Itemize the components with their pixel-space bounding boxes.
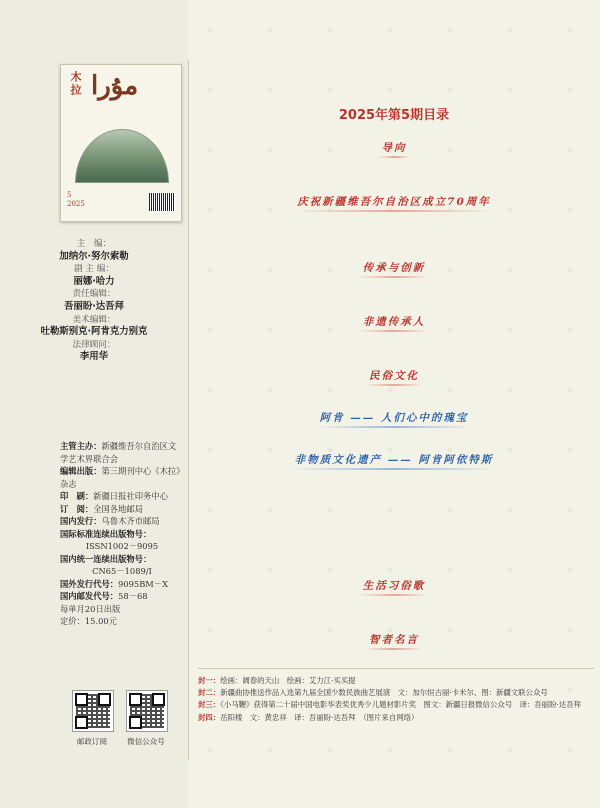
cover-credit-text: 岳阳楼 文：黄忠祥 译：吾丽盼·达吾拜 （图片来自网络） (220, 712, 419, 722)
cn-label: 国内统一连续出版物号： (60, 553, 152, 564)
cn-value: CN65－1089/I (92, 566, 152, 576)
toc-section-header (188, 574, 600, 593)
editorial-credits (0, 238, 188, 364)
toc-section-title: 智者名言 (369, 634, 419, 646)
issn-value: ISSN1002－9095 (85, 541, 159, 551)
credit-role: 责任编辑： (72, 289, 116, 300)
wechat-qr-label: 微信公众号 (127, 737, 165, 746)
cover-credit-text: 《小马鞭》获得第二十届中国电影华表奖优秀少儿题材影片奖 图文：新疆日报微信公众号 译：吾丽盼·达吾拜 (220, 700, 581, 710)
cover-credits (198, 668, 594, 724)
cover-credit-label: 封四： (198, 712, 221, 722)
cover-issue (67, 191, 85, 209)
toc-section-header (188, 136, 600, 155)
credit-name: 吐勒斯别克·阿肯克力别克 (40, 326, 148, 338)
credit-name: 吾丽盼·达吾拜 (64, 300, 124, 312)
domestic-issue-value: 乌鲁木齐市邮局 (101, 516, 160, 526)
postal-qr-label: 邮政订阅 (77, 737, 107, 746)
print-label: 印 刷： (60, 491, 94, 501)
domestic-code-value: 58－68 (118, 591, 148, 601)
order-label: 订 阅： (60, 503, 94, 514)
publish-date: 每单月20日出版 (60, 603, 121, 614)
toc-section-header (188, 448, 600, 467)
editor-label: 编辑出版： (60, 466, 102, 476)
sponsor-value: 新疆维吾尔自治区文学艺术界联合会 (60, 441, 177, 464)
toc-section-header (188, 310, 600, 329)
editor-value: 第三期刊中心《木拉》杂志 (60, 466, 181, 489)
cover-credit-label: 封一： (198, 676, 221, 685)
toc-section-title: 非物质文化遗产 —— 阿肯阿依特斯 (294, 454, 494, 466)
toc-section-title: 非遗传承人 (362, 316, 426, 328)
print-value: 新疆日报社印务中心 (93, 491, 168, 501)
credit-name: 丽娜·哈力 (73, 275, 115, 287)
cover-fan-painting (75, 129, 169, 183)
toc-section-header (188, 406, 600, 425)
toc-section-header (188, 364, 600, 383)
cover-credit-row (198, 687, 594, 699)
credit-name: 李用华 (79, 351, 109, 363)
toc-section-title: 生活习俗歌 (362, 580, 426, 592)
credit-role: 副 主 编： (74, 264, 114, 275)
toc-section-title: 传承与创新 (362, 262, 426, 274)
price: 定价：15.00元 (60, 616, 117, 626)
cover-issue-year: 2025 (67, 200, 85, 208)
sponsor-label: 主管主办： (60, 441, 102, 451)
toc-section-title: 民俗文化 (369, 370, 419, 382)
cover-thumbnail (60, 64, 182, 222)
domestic-code-label: 国内邮发代号： (60, 591, 119, 601)
issn-label: 国际标准连续出版物号： (60, 528, 152, 539)
cover-credit-label: 封二： (198, 688, 221, 698)
cover-credit-text: 绘画：阔春的天山 绘画：艾力江·买买提 (220, 676, 356, 685)
toc-section-title: 导向 (381, 142, 407, 154)
toc-section-title: 庆祝新疆维吾尔自治区成立70周年 (297, 196, 491, 208)
credit-role: 法律顾问： (72, 339, 116, 350)
cover-credit-row (198, 699, 594, 711)
toc-section-title: 阿肯 —— 人们心中的瑰宝 (319, 412, 469, 424)
postal-qr-code (72, 690, 114, 732)
foreign-code-value: 9095BM－X (118, 578, 169, 589)
cover-cn-title: 木拉 (69, 71, 82, 97)
cover-barcode (149, 193, 175, 211)
publication-info (60, 440, 184, 628)
credit-name: 加纳尔·努尔索勒 (59, 250, 129, 262)
toc-section-header (188, 628, 600, 647)
order-value: 全国各地邮局 (93, 503, 143, 514)
credit-role: 美术编辑： (72, 314, 116, 325)
credit-role: 主 编： (76, 239, 112, 249)
cover-credit-row (198, 675, 594, 687)
cover-issue-no: 5 (67, 191, 72, 199)
toc-section-header (188, 190, 600, 209)
cover-credit-label: 封三： (198, 700, 221, 710)
wechat-qr-code (126, 690, 168, 732)
cover-ug-title: مۇرا (91, 71, 139, 101)
toc-section-header (188, 256, 600, 275)
cover-credit-row (198, 712, 594, 724)
foreign-code-label: 国外发行代号： (60, 578, 119, 589)
cover-credit-text: 新疆曲协推送作品入选第九届全国少数民族曲艺展演 文：加尔恒古丽·卡米尔、图：新疆文联公众号 (220, 688, 548, 698)
toc-title: 2025年第5期目录 (338, 108, 450, 123)
domestic-issue-label: 国内发行： (60, 516, 102, 526)
